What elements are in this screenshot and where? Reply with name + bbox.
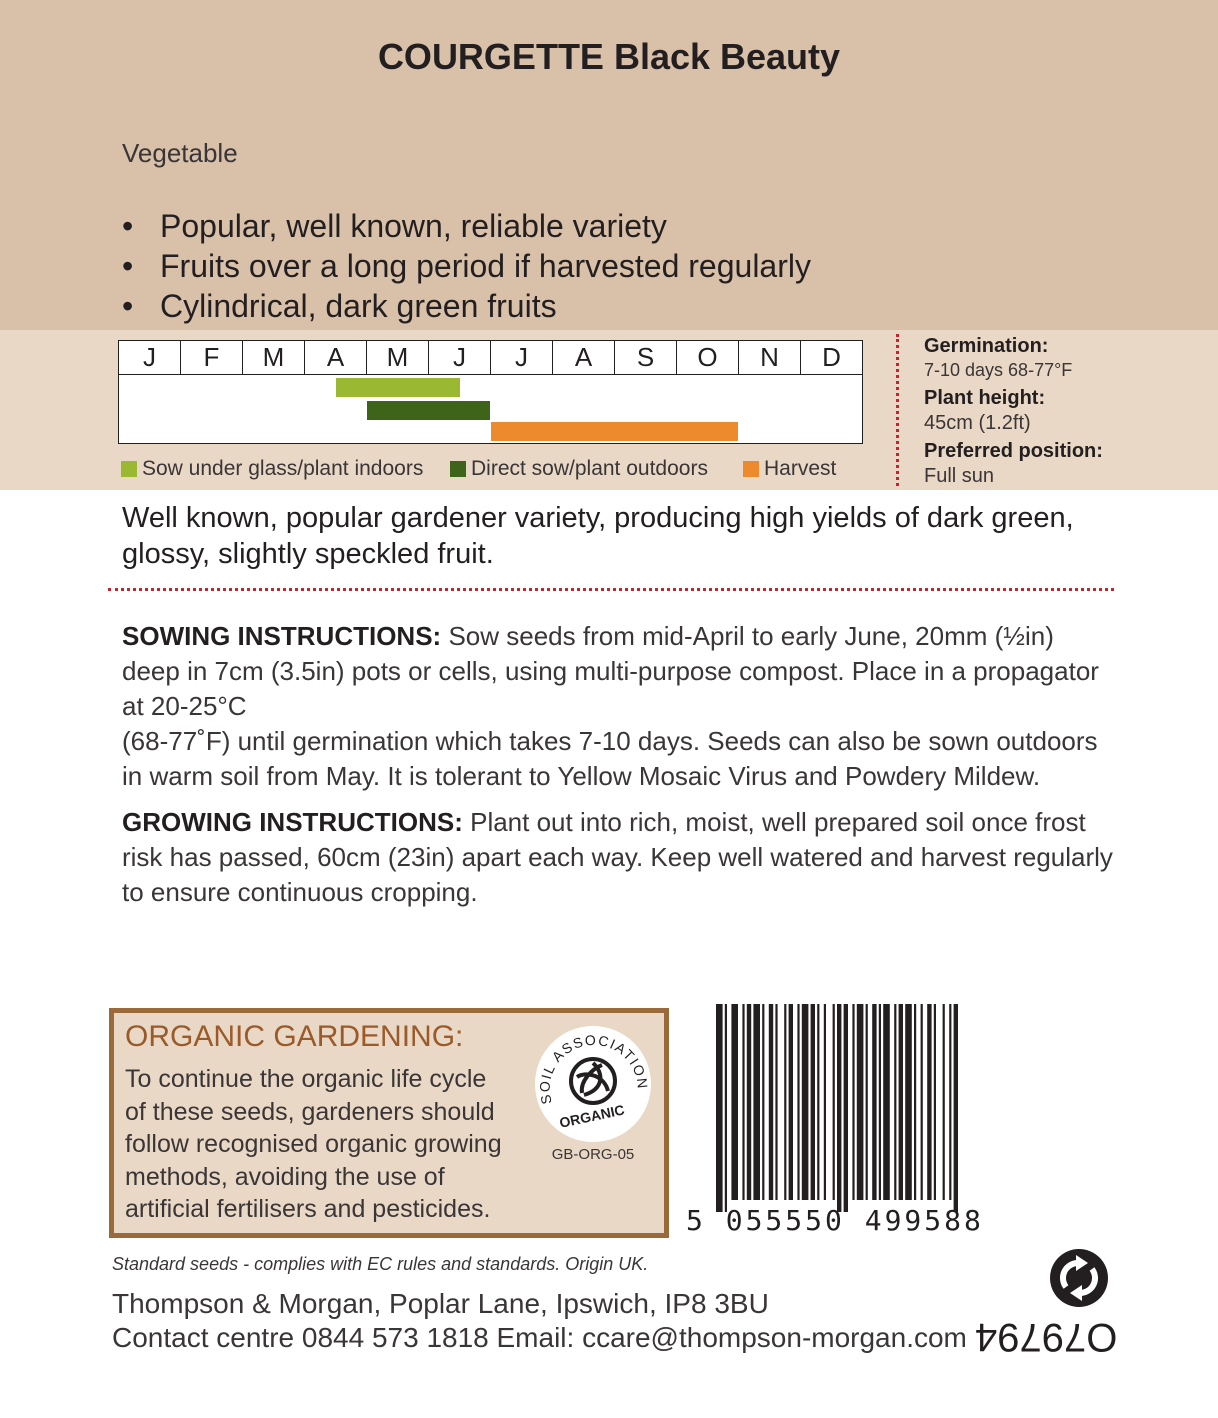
organic-line: follow recognised organic growing [125,1130,502,1158]
bar-sow-outdoors [367,401,491,420]
barcode [712,1004,1017,1212]
barcode-bar [731,1004,738,1200]
soil-association-ring-text: SOIL ASSOCIATION [536,1031,652,1106]
month-label: M [243,341,305,374]
month-label: D [822,342,841,372]
barcode-bar [914,1004,916,1200]
growing-label: GROWING INSTRUCTIONS: [122,807,463,837]
legend-swatch-sow-indoors [121,461,137,477]
feature-text: Popular, well known, reliable variety [160,208,667,244]
barcode-bar [883,1004,890,1200]
info-divider [896,334,899,486]
calendar-months [119,341,862,375]
company-address: Thompson & Morgan, Poplar Lane, Ipswich, IP8 3BU [112,1288,769,1319]
sowing-text: deep in 7cm (3.5in) pots or cells, using multi-purpose compost. Place in a propagator [122,656,1099,686]
sowing-text: Sow seeds from mid-April to early June, 20mm (½in) [441,621,1054,651]
barcode-bar [802,1004,809,1200]
plant-height-label: Plant height: [924,387,1046,409]
sowing-instructions [122,619,1097,794]
organic-line: methods, avoiding the use of [125,1162,445,1191]
section-divider [108,588,1114,591]
organic-line: artificial fertilisers and pesticides. [125,1195,491,1223]
product-category: Vegetable [122,138,238,168]
legend-swatch-sow-outdoors [450,461,466,477]
legend-label-sow-outdoors: Direct sow/plant outdoors [471,457,708,480]
legend-swatch-harvest [743,461,759,477]
bullet-dot: • [122,208,134,244]
growing-text: to ensure continuous cropping. [122,877,478,907]
barcode-bar [927,1004,931,1200]
barcode-bar [857,1004,864,1200]
feature-text: Cylindrical, dark green fruits [160,288,557,324]
month-label: J [491,341,553,374]
product-description: Well known, popular gardener variety, producing high yields of dark green, glossy, slightly speckled fruit. [122,502,1074,570]
bar-sow-indoors [336,378,460,397]
growing-instructions [122,805,1113,910]
month-label: F [181,341,243,374]
soil-association-logo [534,1025,652,1143]
barcode-bar [879,1004,881,1200]
barcode-bar [797,1004,799,1200]
contact-info: Contact centre 0844 573 1818 Email: ccare@thompson-morgan.com [112,1322,967,1353]
month-label: N [739,341,801,374]
barcode-bar [844,1004,848,1212]
bar-harvest [491,422,739,441]
organic-title: ORGANIC GARDENING: [125,1020,464,1053]
month-label: M [367,341,429,374]
barcode-bar [954,1004,958,1212]
organic-text [125,1063,525,1226]
barcode-bar [775,1004,777,1200]
barcode-bar [811,1004,815,1200]
product-title: COURGETTE Black Beauty [377,36,841,77]
barcode-bar [943,1004,945,1200]
month-label: S [615,341,677,374]
barcode-bar [769,1004,773,1200]
feature-bullet [122,208,667,245]
growing-text: risk has passed, 60cm (23in) apart each way. Keep well watered and harvest regularly [122,842,1113,872]
position-label: Preferred position: [924,440,1103,462]
plant-height-value: 45cm (1.2ft) [924,412,1031,434]
legend-label-harvest: Harvest [764,457,837,480]
position-value: Full sun [924,465,995,487]
growing-text: Plant out into rich, moist, well prepared soil once frost [462,807,1086,837]
month-label: O [677,341,739,374]
month-label: A [305,341,367,374]
feature-bullet [122,248,811,285]
barcode-bar [742,1004,744,1200]
recycle-icon [1048,1247,1110,1309]
barcode-bar [934,1004,936,1200]
feature-bullet [122,288,557,325]
barcode-bar [716,1004,723,1212]
barcode-bar [833,1004,835,1200]
germination-value: 7-10 days 68-77°F [924,360,1073,380]
barcode-number: 5 055550 499588 [686,1204,984,1237]
month-label: A [553,341,615,374]
sowing-calendar [118,340,863,444]
barcode-bar [837,1004,841,1212]
barcode-bar [817,1004,819,1200]
bullet-dot: • [122,288,134,324]
sowing-text: in warm soil from May. It is tolerant to Yellow Mosaic Virus and Powdery Mildew. [122,761,1041,791]
sowing-label: SOWING INSTRUCTIONS: [122,621,442,651]
month-label: J [429,341,491,374]
barcode-bar [872,1004,876,1200]
barcode-bar [784,1004,786,1200]
barcode-bar [747,1004,751,1200]
barcode-bar [949,1004,951,1200]
barcode-bar [921,1004,923,1200]
barcode-bar [905,1004,912,1200]
organic-line: To continue the organic life cycle [125,1065,487,1093]
germination-label: Germination: [924,335,1049,357]
barcode-bar [852,1004,854,1200]
sowing-text: (68-77˚F) until germination which takes 7-10 days. Seeds can also be sown outdoors [122,726,1098,756]
soil-association-center-text: ORGANIC [557,1101,626,1131]
barcode-bar [762,1004,764,1200]
barcode-bar [866,1004,868,1200]
product-code: O79794 [975,1315,1118,1359]
organic-code: GB-ORG-05 [551,1146,635,1163]
barcode-bar [725,1004,727,1212]
barcode-bar [894,1004,896,1200]
barcode-bar [824,1004,826,1200]
bullet-dot: • [122,248,134,284]
barcode-bar [899,1004,903,1200]
sowing-text: at 20-25°C [122,691,247,721]
organic-line: of these seeds, gardeners should [125,1097,495,1126]
standards-note: Standard seeds - complies with EC rules and standards. Origin UK. [112,1254,649,1274]
feature-text: Fruits over a long period if harvested regularly [160,248,811,284]
barcode-bar [789,1004,793,1200]
barcode-bar [753,1004,760,1200]
legend-label-sow-indoors: Sow under glass/plant indoors [142,457,424,480]
month-label: J [119,341,181,374]
